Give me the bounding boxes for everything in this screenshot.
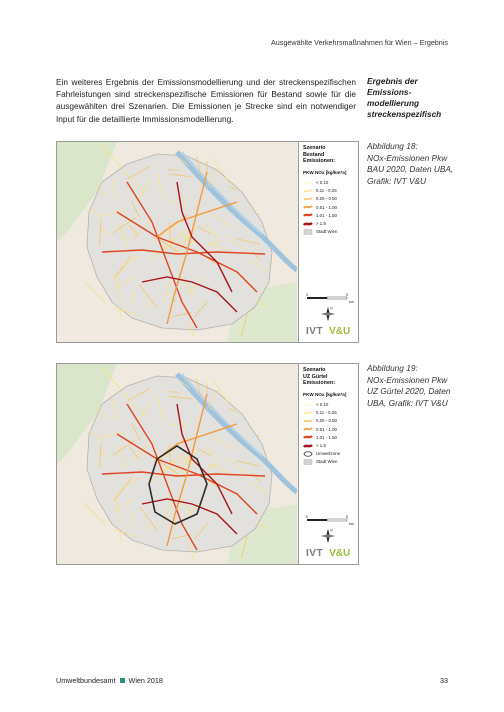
legend-item — [303, 442, 359, 449]
north-label: N — [330, 528, 333, 533]
caption-line: Abbildung 18: — [367, 141, 418, 151]
ivt-vu-logo — [306, 326, 356, 338]
figure-caption — [367, 141, 467, 187]
legend-item-label: 0.26 - 0.50 — [316, 418, 337, 424]
legend-swatch — [303, 418, 313, 424]
legend-swatch — [303, 221, 313, 227]
north-arrow-icon — [319, 527, 337, 545]
legend-item-label: < 0.10 — [316, 402, 329, 407]
scale-label: km — [349, 522, 354, 526]
page-number: 33 — [440, 676, 448, 685]
margin-heading-line: modellierung — [367, 98, 420, 108]
legend-item — [303, 458, 359, 465]
legend-item-label: Stadt Wien — [316, 229, 338, 235]
legend-swatch — [303, 212, 313, 218]
legend-item-label: 1.01 - 1.50 — [316, 434, 337, 440]
caption-line: Abbildung 19: — [367, 363, 418, 373]
legend-item — [303, 434, 359, 441]
north-label: N — [330, 306, 333, 311]
legend-title — [303, 145, 335, 165]
legend-item-label: < 0.10 — [316, 180, 329, 185]
legend-swatch — [303, 443, 313, 449]
legend-title-line: Szenario — [303, 367, 326, 373]
vienna-map — [57, 364, 297, 564]
legend-item-label: > 1.5 — [316, 221, 326, 226]
running-header: Ausgewählte Verkehrsmaßnahmen für Wien – Ergebnis — [271, 38, 448, 47]
scale-label: 0 — [306, 293, 308, 297]
vienna-map — [57, 142, 297, 342]
logo-ivt: IVT — [306, 548, 324, 559]
margin-heading — [367, 76, 467, 120]
caption-line: UZ Gürtel 2020, Daten — [367, 386, 451, 397]
legend-item-label: 0.11 - 0.25 — [316, 410, 337, 416]
legend-title-line: Emissionen: — [303, 380, 336, 386]
map-legend — [298, 364, 359, 564]
footer-location-year: Wien 2018 — [128, 676, 163, 685]
map-legend — [298, 142, 359, 342]
margin-heading-line: Emissions- — [367, 87, 412, 97]
legend-swatch — [303, 459, 313, 465]
legend-item — [303, 212, 359, 219]
legend-swatch — [303, 402, 313, 408]
scale-label: km — [349, 300, 354, 304]
caption-line: BAU 2020, Daten UBA, — [367, 164, 454, 175]
footer-publisher: Umweltbundesamt — [56, 676, 116, 685]
legend-item — [303, 187, 359, 194]
legend-title-line: Szenario — [303, 145, 326, 151]
legend-item-label: Umweltzone — [316, 451, 341, 457]
legend-item — [303, 204, 359, 211]
legend-item-label: 0.26 - 0.50 — [316, 196, 337, 202]
logo-vu: V&U — [329, 326, 351, 337]
map-figure-uz-guertel — [56, 363, 359, 565]
legend-item — [303, 195, 359, 202]
legend-item-label: 1.01 - 1.50 — [316, 212, 337, 218]
legend-title-line: Bestand — [303, 151, 325, 158]
legend-swatch — [303, 229, 313, 235]
footer — [56, 676, 163, 685]
legend-item — [303, 417, 359, 424]
legend-item — [303, 228, 359, 235]
legend-title — [303, 367, 335, 387]
caption-line: NOx-Emissionen Pkw — [367, 152, 448, 163]
legend-swatch — [303, 451, 313, 457]
legend-item — [303, 220, 359, 227]
legend-swatch — [303, 188, 313, 194]
legend-swatch — [303, 180, 313, 186]
road-segment — [172, 424, 177, 425]
legend-item-label: 0.51 - 1.00 — [316, 204, 337, 210]
legend-title-line: UZ Gürtel — [303, 373, 328, 380]
figure-caption — [367, 363, 467, 409]
scale-bar — [304, 292, 354, 304]
caption-line: Grafik: IVT V&U — [367, 175, 427, 186]
intro-paragraph: Ein weiteres Ergebnis der Emissionsmodellierung und der streckenspezifischen Fahrleistungen sind streckenspezifische Emissionen für Bestand sowie für die ausgewählten drei Szenarien. Die Emissionen je Strecke sind ein notwendiger Input für die detaillierte Immissionsmodellierung. — [56, 77, 356, 124]
legend-item — [303, 409, 359, 416]
scale-label: 0 — [306, 515, 308, 519]
map-figure-bestand — [56, 141, 359, 343]
legend-item-label: > 1.5 — [316, 443, 326, 448]
legend-swatch — [303, 426, 313, 432]
legend-title-line: Emissionen: — [303, 158, 336, 164]
ivt-vu-logo — [306, 548, 356, 560]
legend-item-label: 0.51 - 1.00 — [316, 426, 337, 432]
legend-unit: PKW NOx [kg/km*a] — [303, 170, 347, 175]
north-arrow-icon — [319, 305, 337, 323]
legend-item — [303, 401, 359, 408]
logo-ivt: IVT — [306, 326, 324, 337]
legend-swatch — [303, 434, 313, 440]
road-segment — [172, 202, 177, 203]
legend-item — [303, 450, 359, 457]
legend-item-label: 0.11 - 0.25 — [316, 188, 337, 194]
scale-label: 5 — [346, 293, 348, 297]
logo-vu: V&U — [329, 548, 351, 559]
scale-label: 5 — [346, 515, 348, 519]
caption-line: NOx-Emissionen Pkw — [367, 374, 448, 385]
legend-item-label: Stadt Wien — [316, 459, 338, 465]
scale-bar — [304, 514, 354, 526]
legend-unit: PKW NOx [kg/km*a] — [303, 392, 347, 397]
legend-item — [303, 426, 359, 433]
margin-heading-line: Ergebnis der — [367, 76, 418, 86]
caption-line: UBA, Grafik: IVT V&U — [367, 397, 448, 408]
margin-heading-line: streckenspezifisch — [367, 109, 442, 119]
legend-swatch — [303, 410, 313, 416]
legend-swatch — [303, 204, 313, 210]
legend-item — [303, 179, 359, 186]
footer-square-icon — [120, 678, 125, 683]
legend-swatch — [303, 196, 313, 202]
